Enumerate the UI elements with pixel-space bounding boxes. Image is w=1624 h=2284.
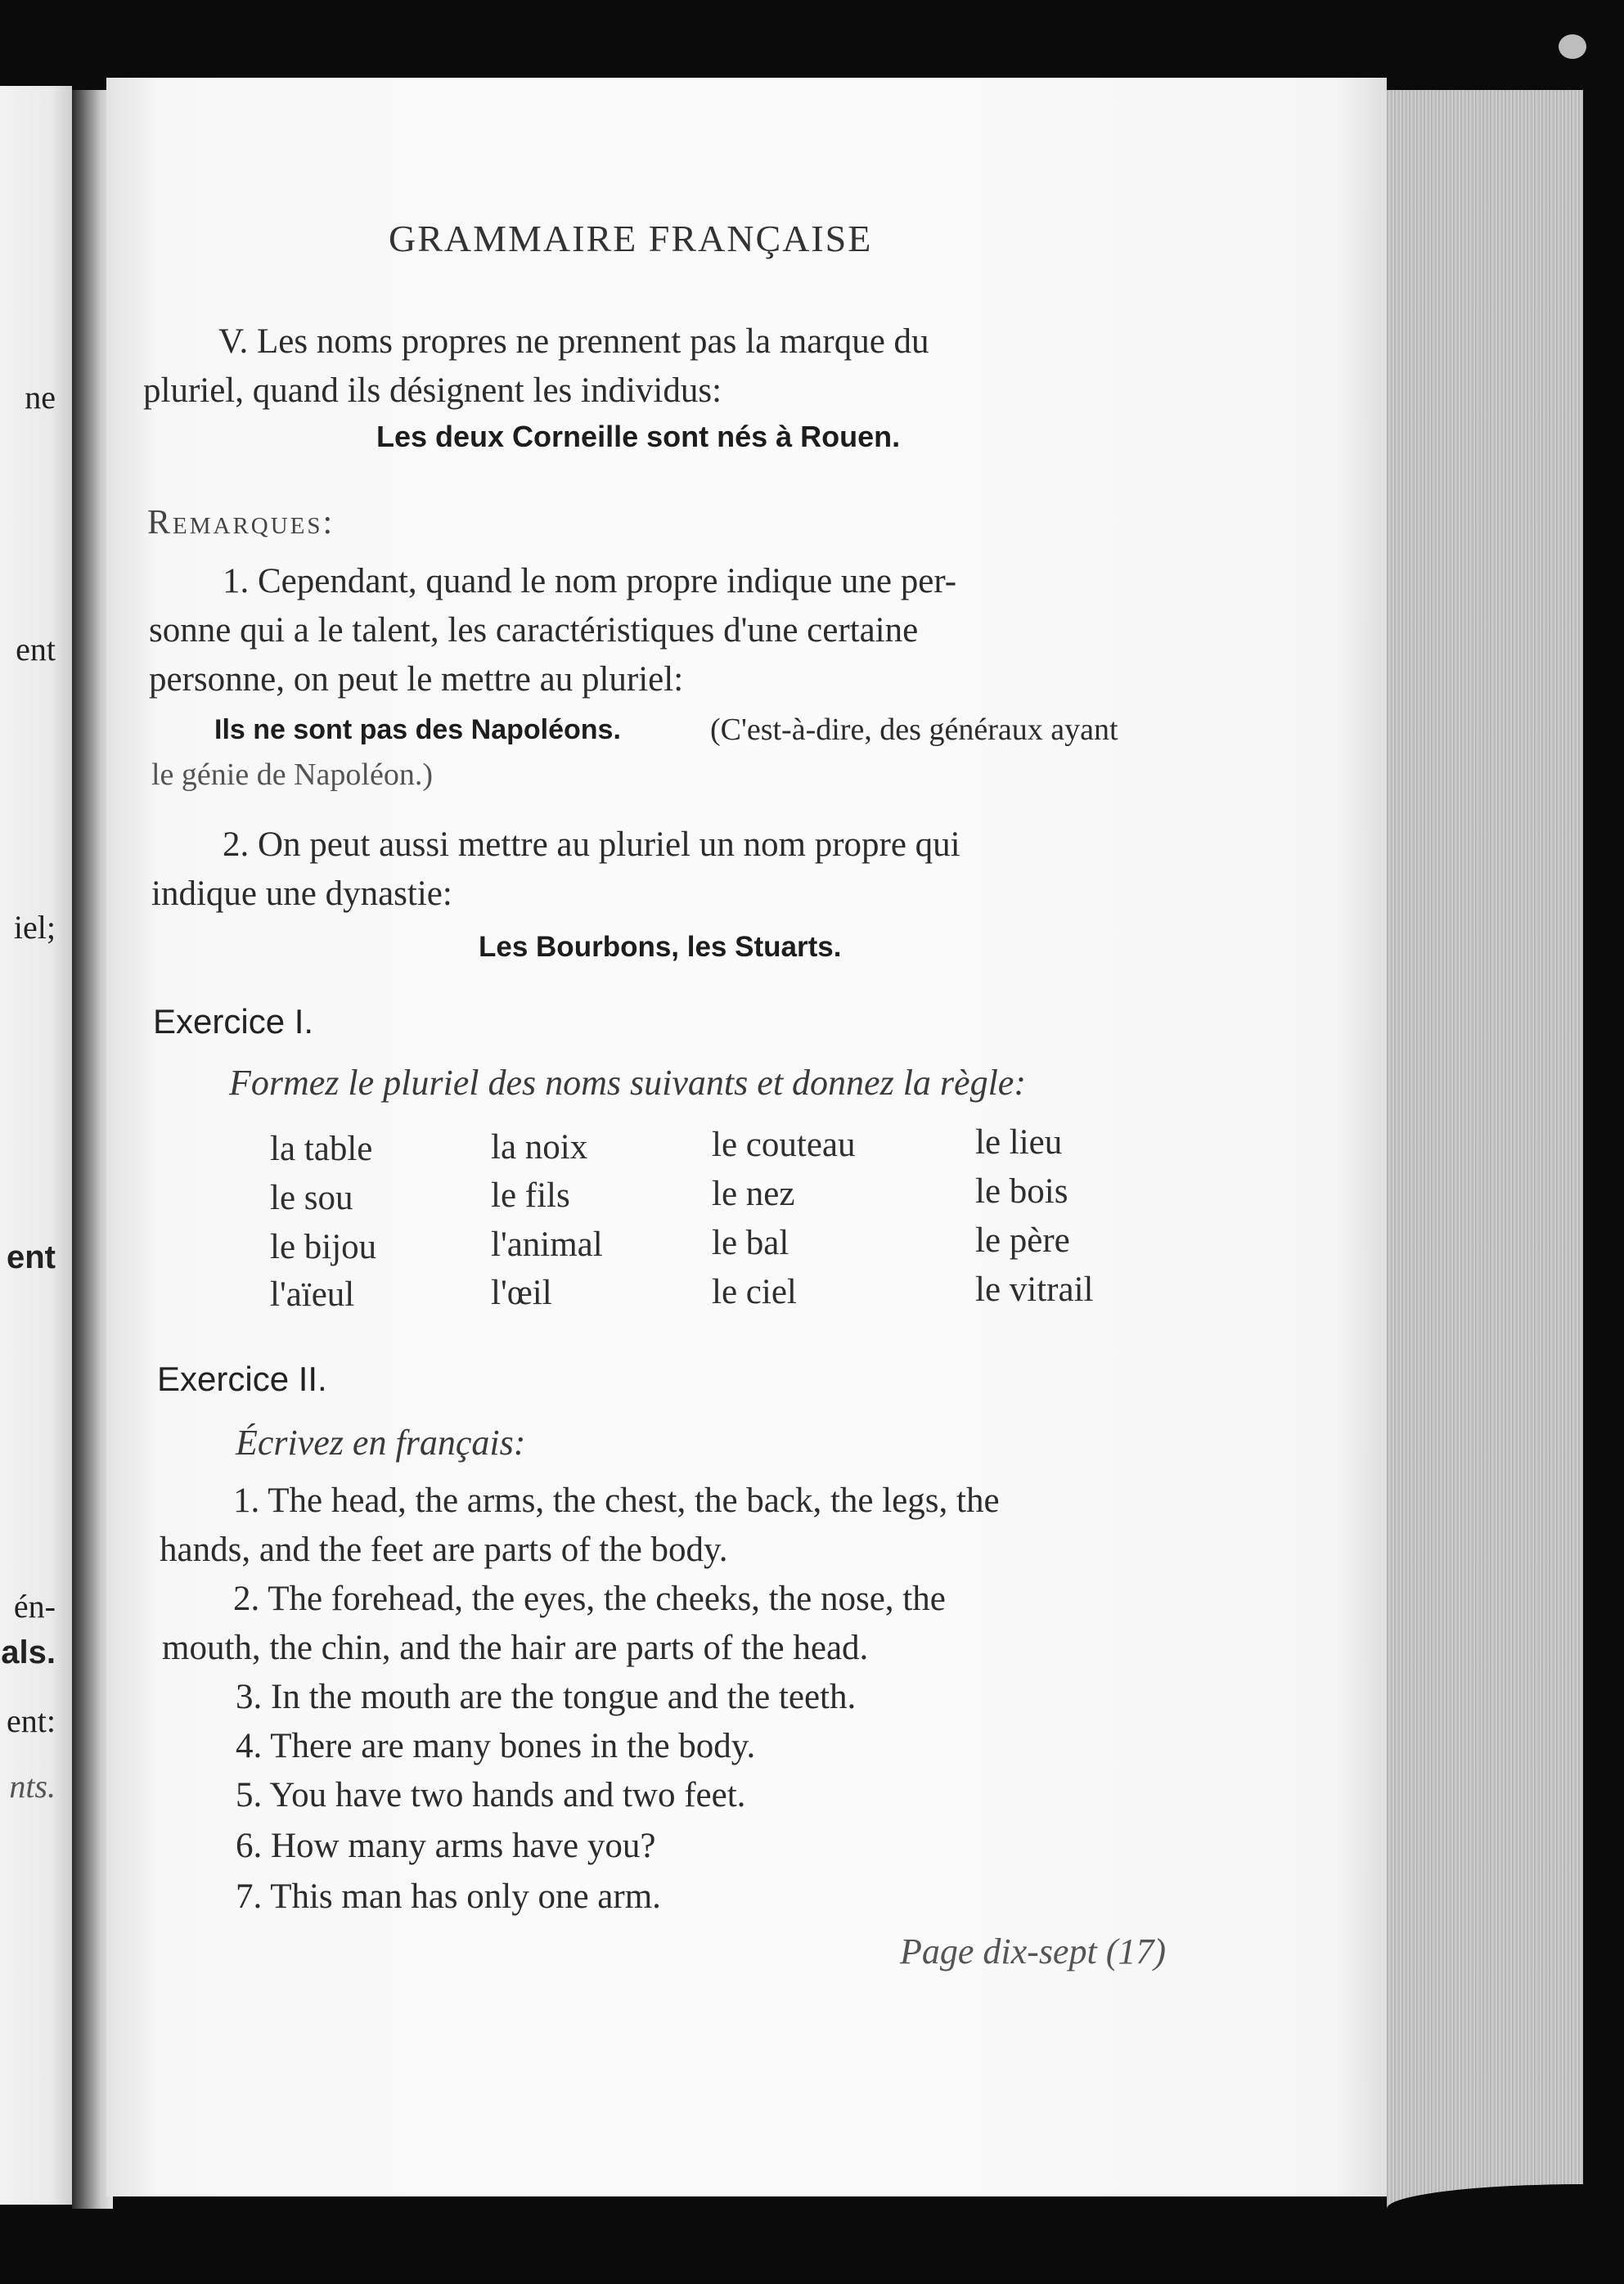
ex1-word: l'aïeul (270, 1275, 355, 1314)
ex1-word: le bois (975, 1172, 1068, 1211)
remarque1-line1: 1. Cependant, quand le nom propre indique une per- (223, 562, 957, 600)
page-edges (1387, 90, 1583, 2209)
ex1-word: le bal (712, 1224, 790, 1262)
left-fragment: ne (25, 379, 56, 416)
ex2-line: 1. The head, the arms, the chest, the back, the legs, the (233, 1481, 1000, 1520)
ex1-word: le bijou (270, 1228, 377, 1266)
section-v-example: Les deux Corneille sont nés à Rouen. (376, 420, 901, 453)
remarque1-line3: personne, on peut le mettre au pluriel: (149, 660, 684, 699)
page-edges-shadow (1387, 2184, 1583, 2209)
left-fragment: ent (7, 1239, 56, 1275)
exercice2-title-text: Exercice II. (157, 1360, 327, 1398)
ex2-line: 5. You have two hands and two feet. (236, 1776, 746, 1814)
ex2-line: 7. This man has only one arm. (236, 1877, 661, 1916)
ex2-line: 3. In the mouth are the tongue and the teeth. (236, 1678, 857, 1716)
ex1-word: le fils (491, 1176, 570, 1215)
remarque2-line1: 2. On peut aussi mettre au pluriel un nom propre qui (223, 825, 960, 864)
left-fragment: én- (13, 1588, 56, 1625)
ex1-word: le père (975, 1221, 1070, 1260)
ex2-line: 2. The forehead, the eyes, the cheeks, the nose, the (233, 1580, 946, 1618)
left-fragment: als. (1, 1634, 56, 1670)
remarque1-example: Ils ne sont pas des Napoléons. (214, 714, 621, 745)
ex1-word: le vitrail (975, 1270, 1094, 1309)
exercice1-instruction: Formez le pluriel des noms suivants et donnez la règle: (229, 1063, 1026, 1103)
remarque2-example: Les Bourbons, les Stuarts. (479, 931, 842, 963)
remarque1-gloss2: le génie de Napoléon.) (151, 758, 433, 792)
ex1-word: la noix (491, 1128, 588, 1167)
ex2-line: 4. There are many bones in the body. (236, 1727, 756, 1765)
remarque1-gloss: (C'est-à-dire, des généraux ayant (710, 713, 1118, 747)
page-number-footer: Page dix-sept (17) (900, 1931, 1166, 1972)
ex1-word: le sou (270, 1179, 353, 1217)
ex1-word: le lieu (975, 1123, 1063, 1162)
section-v-line2: pluriel, quand ils désignent les individus: (143, 371, 722, 410)
ex1-word: la table (270, 1130, 373, 1168)
exercice1-title-text: Exercice I. (153, 1002, 314, 1041)
ex1-word: le nez (712, 1175, 795, 1213)
ex1-word: l'œil (491, 1274, 552, 1312)
page-header: GRAMMAIRE FRANÇAISE (389, 218, 873, 259)
left-fragment: ent (16, 631, 56, 668)
ex2-line: mouth, the chin, and the hair are parts of the head. (162, 1629, 869, 1667)
dust-speck (1559, 34, 1586, 59)
remarque2-line2: indique une dynastie: (151, 874, 452, 913)
ex2-line: 6. How many arms have you? (236, 1827, 656, 1865)
section-v-line1: V. Les noms propres ne prennent pas la marque du (218, 322, 929, 361)
ex1-word: l'animal (491, 1225, 603, 1264)
ex1-word: le couteau (712, 1126, 856, 1164)
remarques-label: Remarques: (147, 504, 335, 542)
left-fragment: iel; (13, 909, 56, 946)
ex1-word: le ciel (712, 1273, 797, 1311)
exercice1-title (153, 1002, 313, 1041)
left-fragment: nts. (9, 1768, 56, 1805)
remarque1-line2: sonne qui a le talent, les caractéristiques d'une certaine (149, 611, 919, 650)
left-fragment: ent: (7, 1702, 56, 1739)
exercice2-instruction: Écrivez en français: (236, 1423, 526, 1463)
exercice2-title (157, 1360, 327, 1399)
left-page-edge (0, 86, 72, 2205)
ex2-line: hands, and the feet are parts of the body. (160, 1531, 728, 1569)
